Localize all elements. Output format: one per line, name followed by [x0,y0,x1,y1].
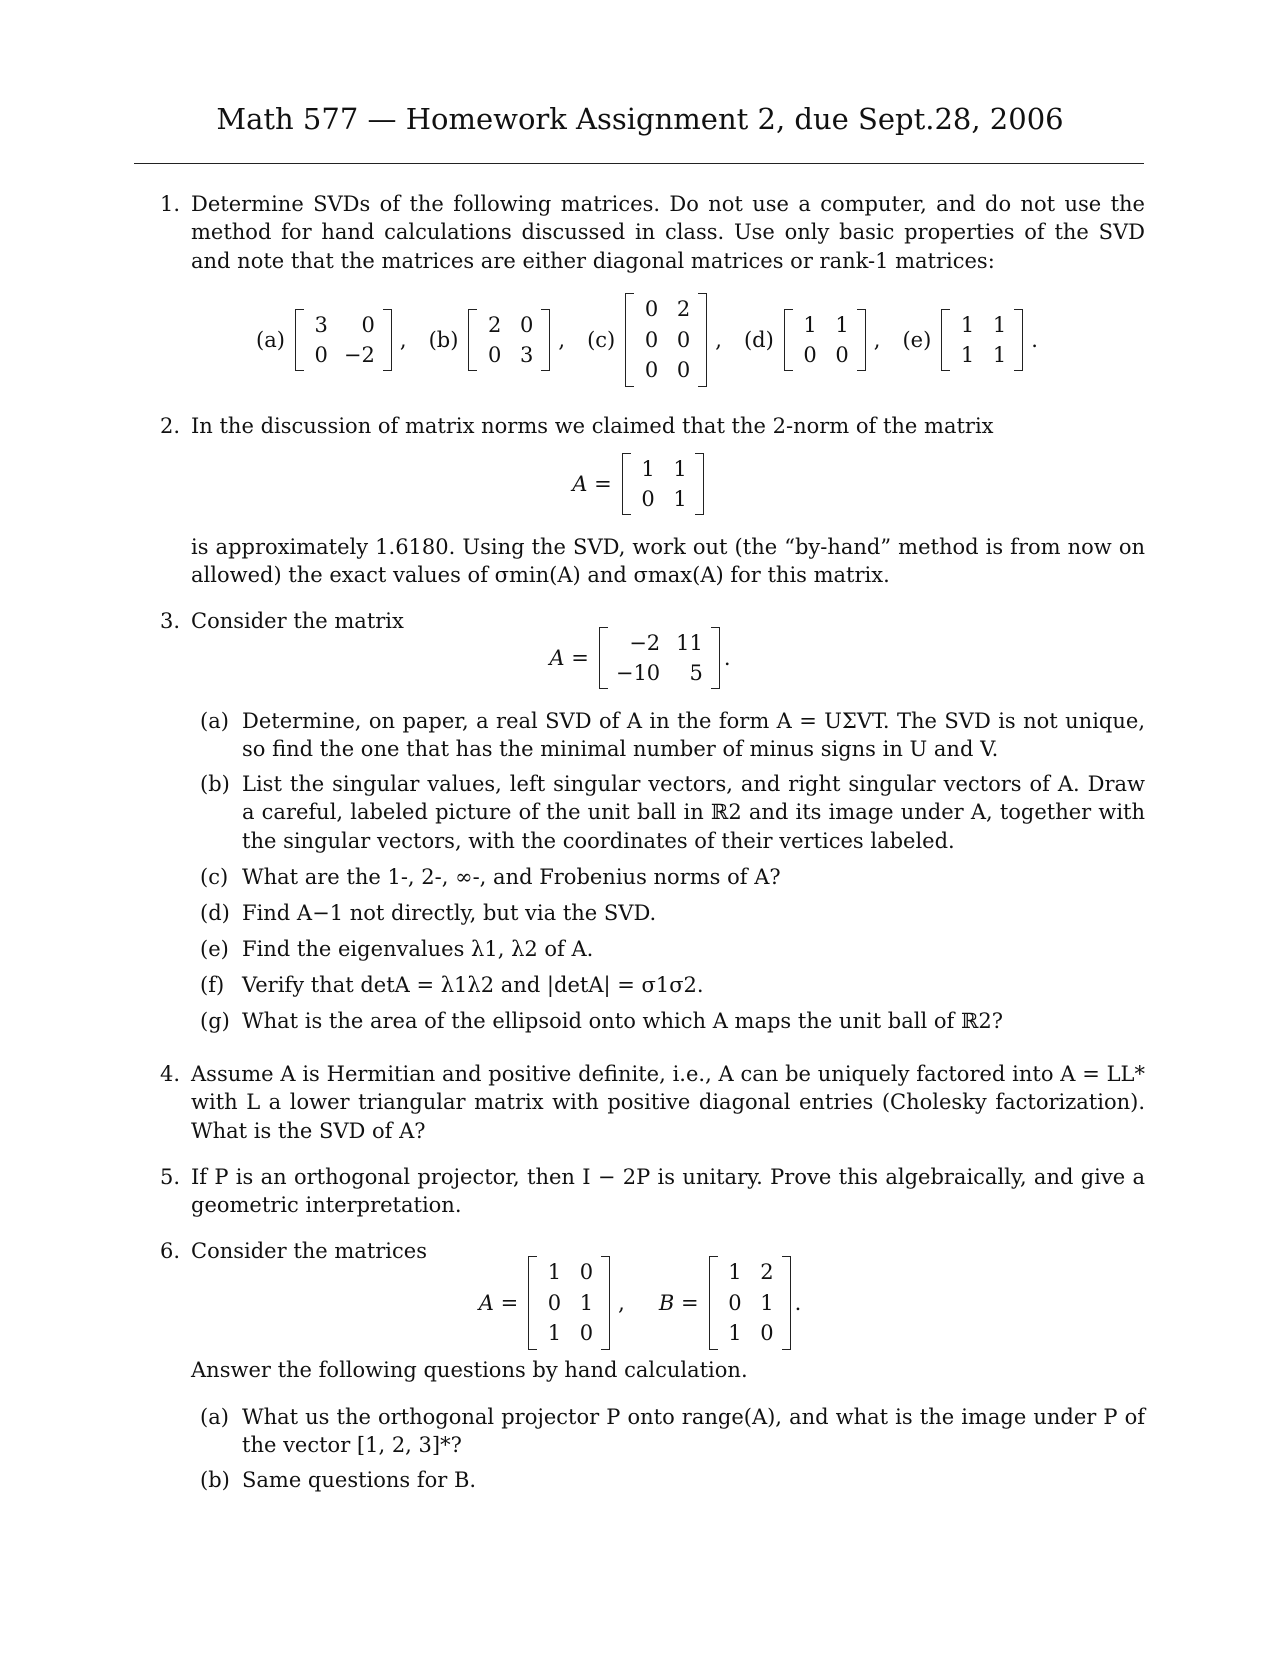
matrix [941,309,1023,372]
matrix-label: (d) [743,327,774,352]
matrix-entry: 1 [960,343,975,367]
matrix [625,293,707,386]
sub-text: Find the eigenvalues λ1, λ2 of A. [242,937,594,961]
problem-number: 6. [160,1239,181,1263]
problem-number: 3. [160,609,181,633]
matrix-entry: 0 [728,1290,742,1315]
equation-label-a: A = [478,1290,519,1315]
matrix-entry: 3 [520,343,534,367]
matrix-label: (e) [902,327,932,352]
matrix-entry: 1 [673,487,687,511]
sub-text: Same questions for B. [242,1468,477,1492]
matrix-entry: 1 [992,343,1007,367]
problem-6-equation [0,1258,1280,1348]
matrix-entry: 1 [803,312,817,337]
subquestion [200,863,1145,891]
matrix-entry: 0 [676,327,691,352]
sub-text: What is the area of the ellipsoid onto which A maps the unit ball of ℝ2? [242,1009,1004,1033]
matrix-entry: 5 [689,661,703,685]
matrix-entry: 0 [579,1321,594,1346]
comma: , [618,1290,625,1315]
equation-label-b: B = [658,1290,699,1315]
problem-4 [160,1060,1145,1145]
matrix-entry: −2 [629,630,661,655]
separator: , [558,327,566,352]
problem-1 [160,190,1145,275]
matrix-entry: 1 [641,456,655,481]
matrix-label: (a) [256,327,285,352]
matrix-a [599,627,720,690]
matrix-entry: 0 [488,343,502,367]
sub-label: (c) [200,865,229,889]
problem-2 [160,412,1145,440]
matrix [468,309,550,372]
problem-text: If P is an orthogonal projector, then I − 2P is unitary. Prove this algebraically, and give a geometric interpretation. [191,1165,1145,1218]
problem-text: Assume A is Hermitian and positive definite, i.e., A can be uniquely factored into A = LL* with L a lower triangular matrix with positive diagonal entries (Cholesky factorization). What is the SVD of A? [191,1062,1145,1143]
matrix-entry: 0 [361,312,375,337]
matrix-entry: 1 [992,312,1007,337]
matrix-entry: 3 [314,312,328,337]
matrix-entry: 0 [579,1260,594,1285]
problem-1-matrices [0,295,1280,385]
sub-text: Determine, on paper, a real SVD of A in the form A = UΣVT. The SVD is not unique, so find the one that has the minimal number of minus signs in U and V. [242,709,1145,762]
equation-label: A = [572,471,612,496]
matrix-entry: 1 [547,1321,562,1346]
matrix-entry: 1 [835,312,849,337]
matrix-label: (c) [587,327,616,352]
subquestion [200,1466,1145,1494]
subquestion [200,971,1145,999]
matrix-entry: 0 [803,343,817,367]
matrix-label: (b) [428,327,459,352]
problem-number: 4. [160,1062,181,1086]
matrix-entry: 1 [960,312,975,337]
matrix-a [622,453,704,516]
sub-label: (b) [200,1468,230,1492]
sub-text: List the singular values, left singular vectors, and right singular vectors of A. Draw a careful, labeled picture of the unit ball in ℝ2 and its image under A, together with the singular vectors, with the coordinates of their vertices labeled. [242,772,1145,853]
matrix-entry: 1 [673,456,687,481]
sub-text: What are the 1-, 2-, ∞-, and Frobenius norms of A? [242,865,781,889]
matrix-entry: 1 [579,1290,594,1315]
subquestion [200,770,1145,855]
sub-label: (a) [200,1405,229,1429]
subquestion [200,1403,1145,1460]
sub-text: Find A−1 not directly, but via the SVD. [242,901,657,925]
matrix-entry: 0 [644,297,659,322]
sub-text: What us the orthogonal projector P onto range(A), and what is the image under P of the vector [1, 2, 3]*? [242,1405,1145,1458]
matrix [784,309,866,372]
page-title: Math 577 — Homework Assignment 2, due Sept.28, 2006 [216,102,1064,136]
problem-text: Consider the matrices [191,1239,427,1263]
subquestion [200,707,1145,764]
matrix-entry: 0 [835,343,849,367]
matrix-entry: 0 [547,1290,562,1315]
subquestion [200,899,1145,927]
matrix-entry: 11 [676,630,703,655]
matrix-entry: 0 [641,487,655,511]
period: . [794,1290,802,1315]
separator: , [873,327,881,352]
matrix-entry: 2 [488,312,502,337]
sub-label: (b) [200,772,230,796]
subquestion [200,1007,1145,1035]
problem-3-equation [0,628,1280,688]
problem-text: Consider the matrix [191,609,404,633]
title-rule [134,163,1144,164]
problem-number: 5. [160,1165,181,1189]
problem-6-continued [160,1356,1145,1384]
separator: . [1031,327,1038,352]
sub-label: (a) [200,709,229,733]
sub-text: Verify that detA = λ1λ2 and |detA| = σ1σ2. [242,973,704,997]
period: . [723,645,731,670]
matrix-entry: 0 [760,1321,774,1346]
matrix-entry: 2 [676,297,691,322]
matrix-entry: 1 [760,1290,774,1315]
problem-2-continued [160,533,1145,590]
matrix-b [709,1256,791,1349]
sub-label: (e) [200,937,229,961]
problem-text: Determine SVDs of the following matrices. Do not use a computer, and do not use the method for hand calculations discussed in class. Use only basic properties of the SVD and note that the matrices are either diagonal matrices or rank-1 matrices: [191,192,1145,273]
separator: , [399,327,407,352]
matrix-entry: 0 [644,327,659,352]
matrix-entry: 0 [314,343,328,367]
matrix [295,309,392,372]
problem-text: is approximately 1.6180. Using the SVD, work out (the “by-hand” method is from now on allowed) the exact values of σmin(A) and σmax(A) for this matrix. [191,535,1145,588]
problem-number: 2. [160,414,181,438]
matrix-entry: 1 [728,1321,742,1346]
matrix-entry: 0 [644,358,659,383]
matrix-entry: 2 [760,1260,774,1285]
separator: , [715,327,722,352]
matrix-entry: 1 [547,1260,562,1285]
sub-label: (f) [200,973,225,997]
matrix-entry: 0 [520,312,534,337]
problem-5 [160,1163,1145,1220]
matrix-entry: 0 [676,358,691,383]
matrix-entry: 1 [728,1260,742,1285]
matrix-entry: −10 [615,661,661,685]
problem-text: Answer the following questions by hand calculation. [191,1358,748,1382]
problem-2-equation [0,454,1280,514]
problem-number: 1. [160,192,181,216]
matrix-entry: −2 [343,343,375,367]
matrix-a [528,1256,610,1349]
subquestion [200,935,1145,963]
sub-label: (d) [200,901,230,925]
sub-label: (g) [200,1009,230,1033]
problem-text: In the discussion of matrix norms we claimed that the 2-norm of the matrix [191,414,994,438]
equation-label: A = [549,645,589,670]
